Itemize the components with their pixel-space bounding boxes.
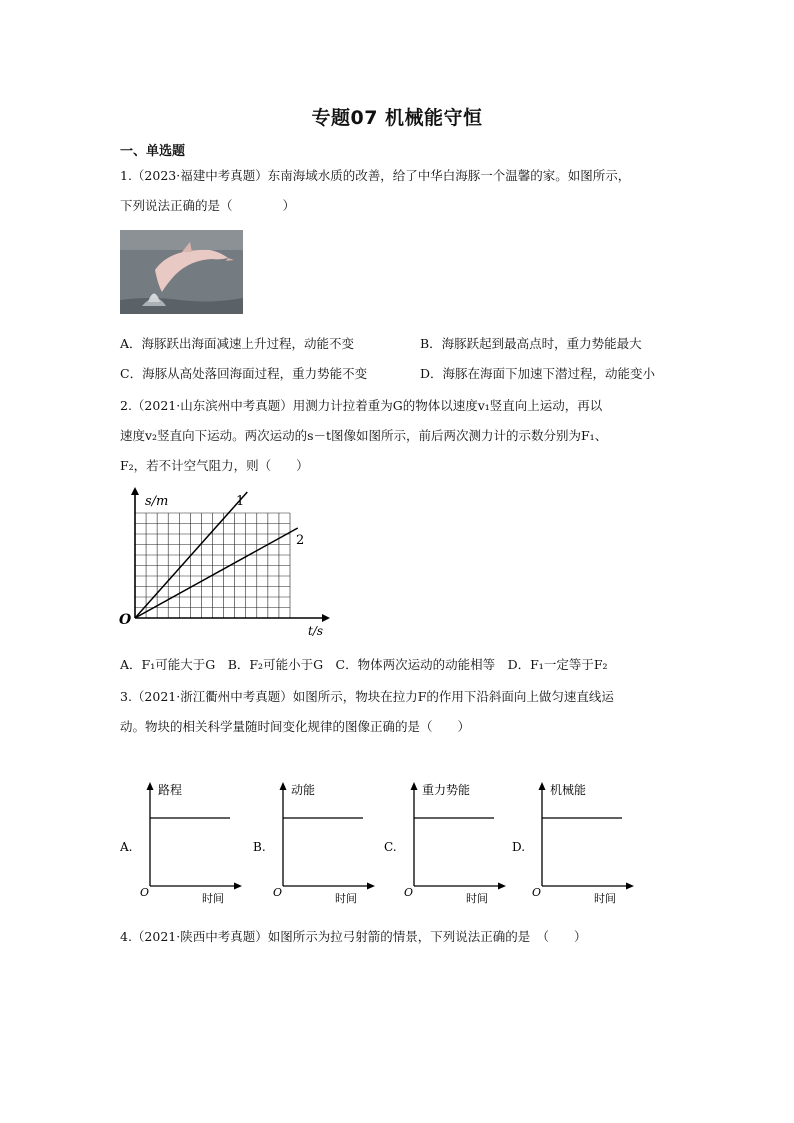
q1-option-a: A．海豚跃出海面减速上升过程，动能不变: [120, 336, 355, 351]
q3-option-a-chart: [120, 776, 250, 908]
dolphin-illustration: [120, 230, 243, 314]
line-2-label: 2: [296, 533, 305, 548]
q2-text-line3: F₂，若不计空气阻力，则（ ）: [120, 458, 309, 473]
origin-label: O: [404, 886, 414, 899]
x-axis-arrow: [322, 614, 330, 622]
y-axis-arrow: [280, 782, 287, 790]
y-axis-label: 机械能: [550, 783, 587, 797]
st-graph: [110, 485, 330, 645]
option-letter: D.: [512, 840, 526, 854]
option-letter: A.: [120, 840, 133, 854]
y-axis-arrow: [147, 782, 154, 790]
y-axis-label: 动能: [291, 783, 316, 797]
q1-option-d: D．海豚在海面下加速下潜过程，动能变小: [420, 366, 656, 381]
x-axis-label: 时间: [335, 892, 357, 904]
q2-options: A．F₁可能大于G B．F₂可能小于G C．物体两次运动的动能相等 D．F₁一定等于F₂: [120, 657, 608, 672]
page-title: 专题07 机械能守恒: [311, 107, 483, 129]
origin-label: O: [532, 886, 542, 899]
y-axis-label: 路程: [158, 783, 183, 797]
q1-option-c: C．海豚从高处落回海面过程，重力势能不变: [120, 366, 368, 381]
y-axis-label: 重力势能: [422, 783, 471, 797]
option-letter: C.: [384, 840, 397, 854]
x-axis-label: 时间: [466, 892, 488, 904]
q1-text-line2: 下列说法正确的是（ ）: [120, 198, 296, 213]
q1-option-b: B．海豚跃起到最高点时，重力势能最大: [420, 336, 642, 351]
x-axis-label: 时间: [594, 892, 616, 904]
x-axis-label: 时间: [202, 892, 224, 904]
q1-text-line1: 1.（2023·福建中考真题）东南海域水质的改善，给了中华白海豚一个温馨的家。如图所示，: [120, 168, 631, 183]
origin-label: O: [119, 612, 132, 628]
q2-text-line2: 速度v₂竖直向下运动。两次运动的s－t图像如图所示，前后两次测力计的示数分别为F₁、: [120, 428, 608, 443]
x-axis-arrow: [234, 883, 242, 890]
q3-text-line1: 3.（2021·浙江衢州中考真题）如图所示，物块在拉力F的作用下沿斜面向上做匀速直线运: [120, 689, 614, 704]
q3-option-d-chart: [512, 776, 642, 908]
y-axis-arrow: [411, 782, 418, 790]
series-line-2: [135, 528, 298, 618]
dolphin-photo: [120, 230, 243, 314]
y-axis-arrow: [539, 782, 546, 790]
q2-text-line1: 2.（2021·山东滨州中考真题）用测力计拉着重为G的物体以速度v₁竖直向上运动，再以: [120, 398, 603, 413]
x-axis-label: t/s: [308, 624, 324, 638]
q3-option-b-chart: [253, 776, 383, 908]
y-axis-arrow: [131, 487, 139, 495]
graph-grid: [135, 513, 290, 618]
section-heading: 一、单选题: [120, 144, 186, 159]
y-axis-label: s/m: [145, 494, 169, 509]
q4-text-line1: 4.（2021·陕西中考真题）如图所示为拉弓射箭的情景，下列说法正确的是 （ ）: [120, 929, 587, 944]
origin-label: O: [273, 886, 283, 899]
x-axis-arrow: [498, 883, 506, 890]
line-1-label: 1: [236, 494, 245, 509]
origin-label: O: [140, 886, 150, 899]
q3-option-c-chart: [384, 776, 514, 908]
q3-text-line2: 动。物块的相关科学量随时间变化规律的图像正确的是（ ）: [120, 719, 471, 734]
x-axis-arrow: [367, 883, 375, 890]
option-letter: B.: [253, 840, 266, 854]
x-axis-arrow: [626, 883, 634, 890]
